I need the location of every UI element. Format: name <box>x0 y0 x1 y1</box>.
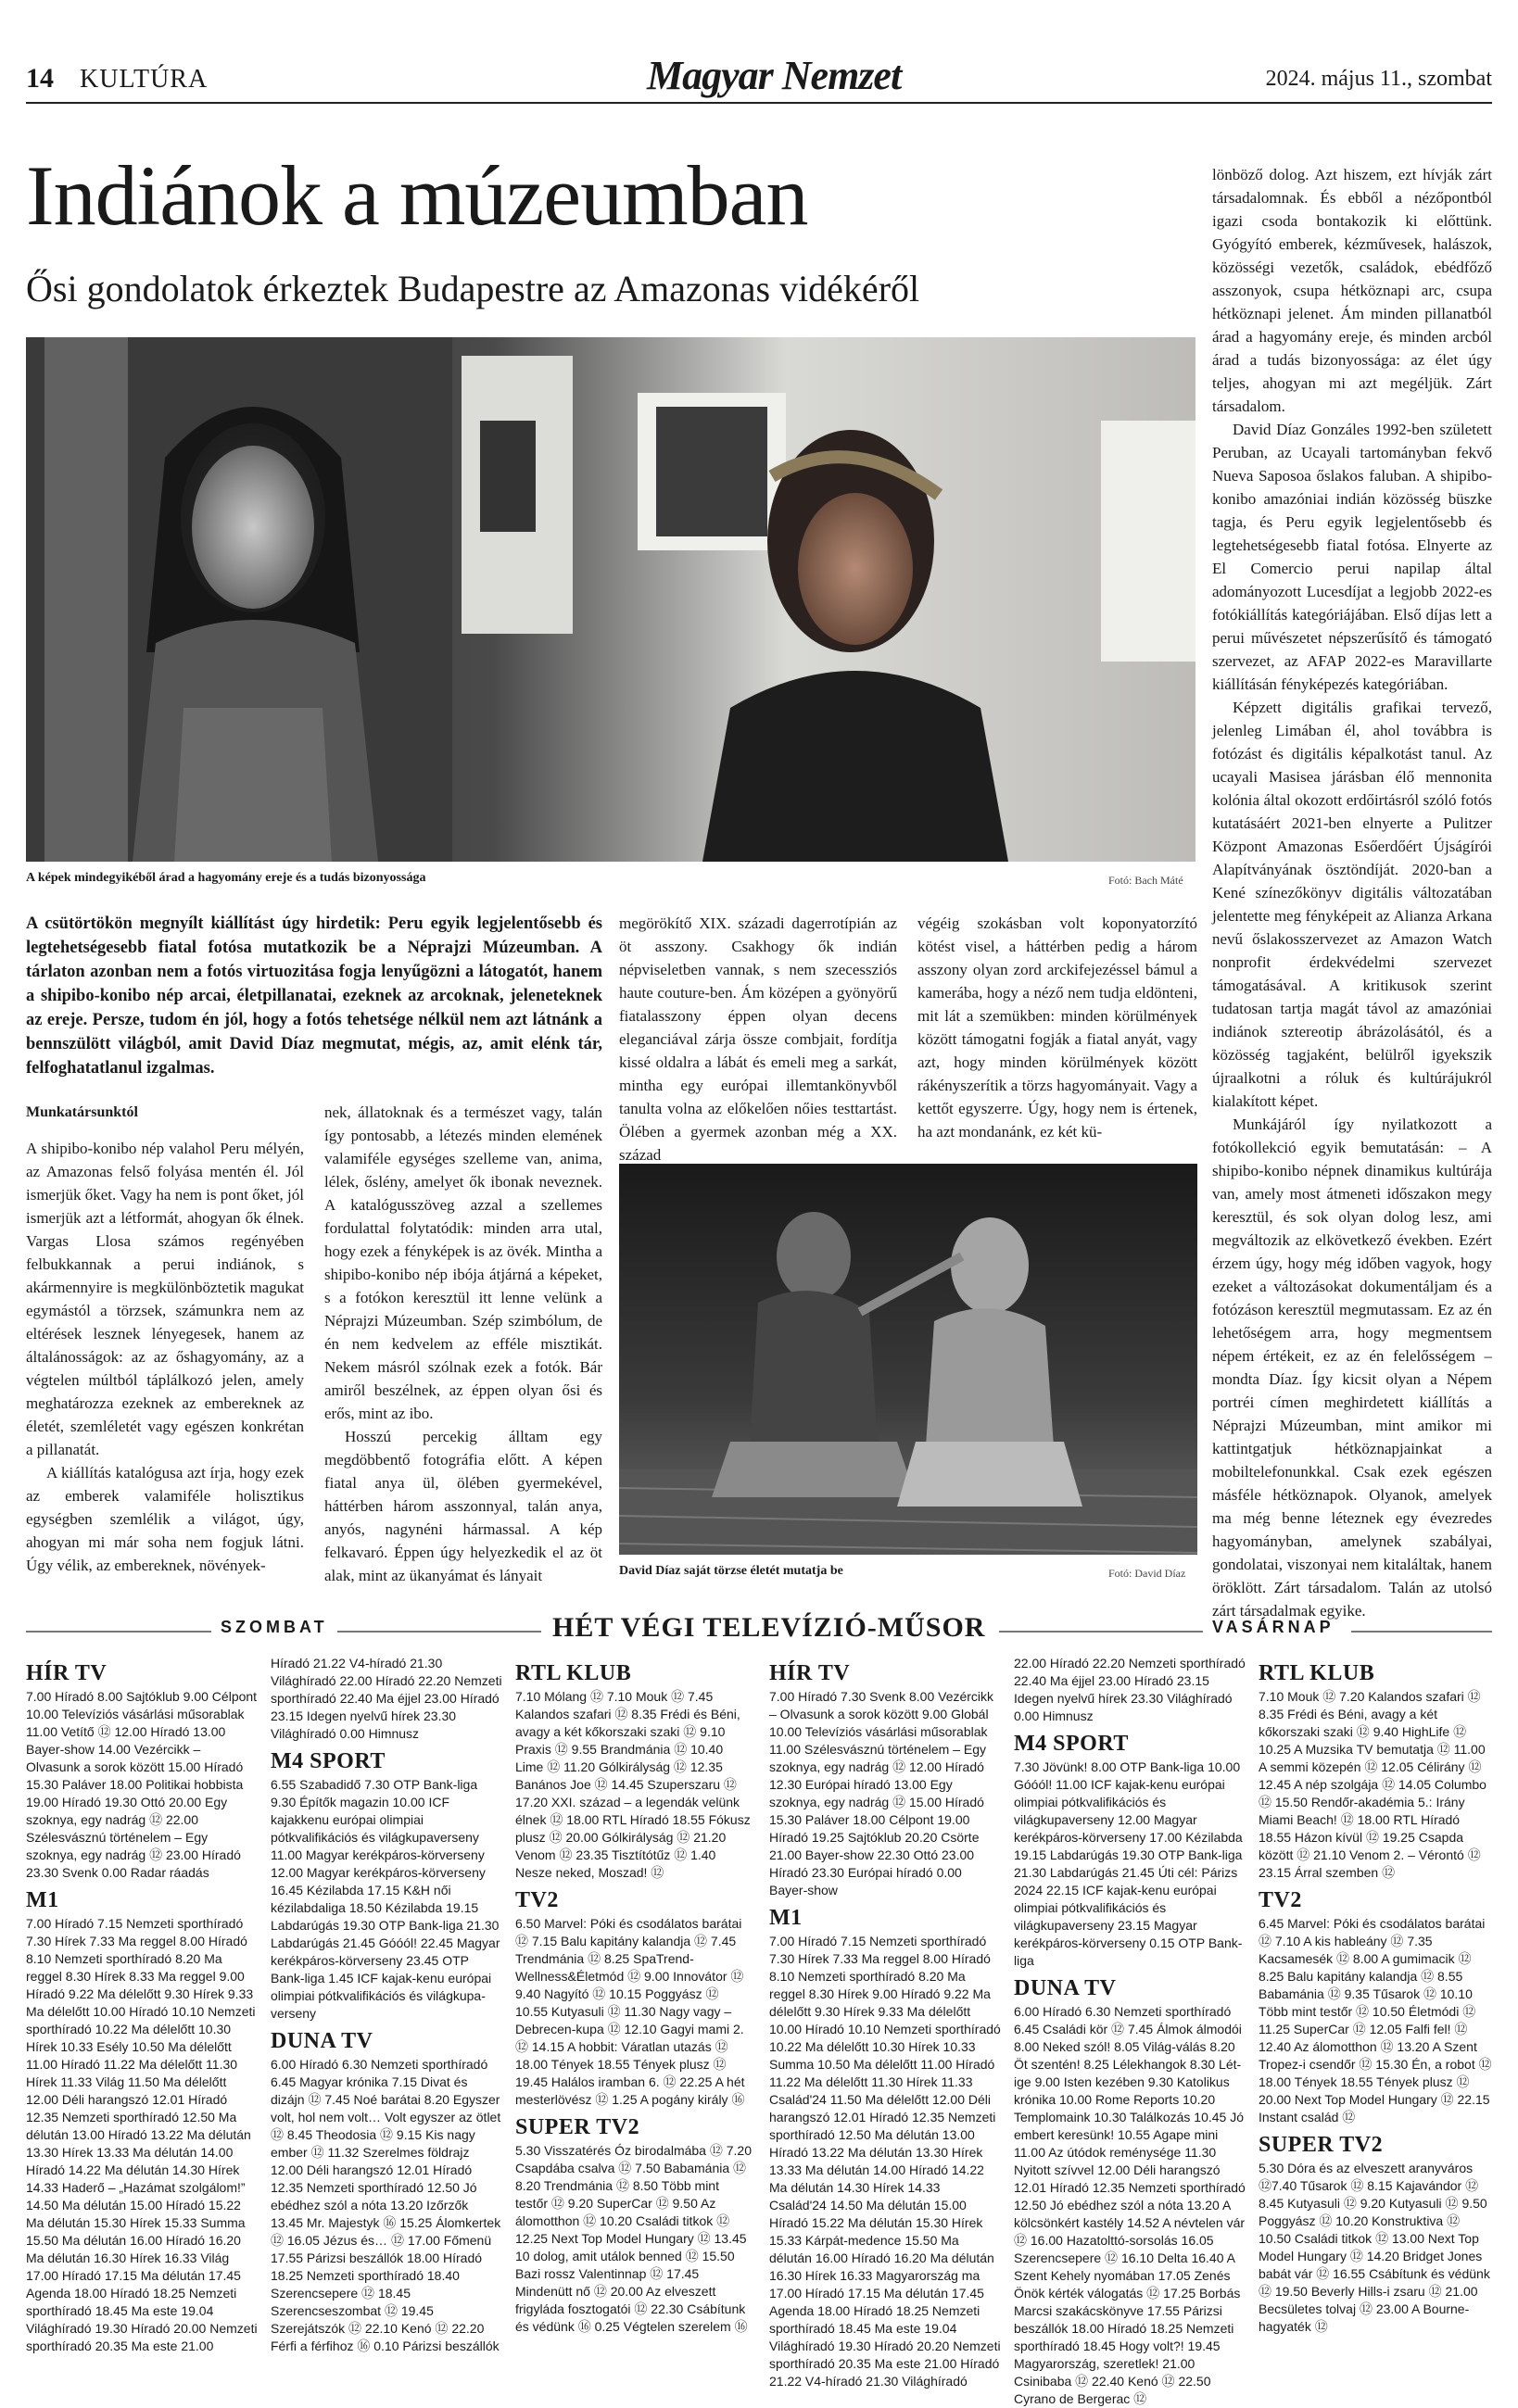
channel-block <box>1014 1655 1246 1725</box>
photo2-credit: Fotó: David Díaz <box>1108 1567 1186 1580</box>
channel-name: HÍR TV <box>26 1661 108 1685</box>
village-photo <box>619 1164 1197 1555</box>
newspaper-logo: Magyar Nemzet <box>647 53 902 98</box>
channel-schedule: 7.00 Híradó 8.00 Sajtóklub 9.00 Célpont 10.00 Televíziós vásárlási műsorablak 11.00 Vetítő ⑫ 12.00 Híradó 13.00 Bayer-show 14.00 Vezércikk – Olvasunk a sorok között 15.00 Híradó 15.30 Paláver 18.00 Politikai hobbista 19.00 Híradó 19.30 Ottó 20.00 Egy szoknya, egy nadrág ⑫ 22.00 Szélesvásznú történelem – Egy szoknya, egy nadrág ⑫ 23.00 Híradó 23.30 Svenk 0.00 Radar ráadás <box>26 1689 258 1880</box>
photo1-credit: Fotó: Bach Máté <box>1108 874 1183 887</box>
channel-block <box>515 1887 754 2109</box>
paragraph: végéig szokásban volt koponyatorzító kötést visel, a háttérben pedig a három asszony olyan zord arckifejezéssel bámul a kamerába, hogy a néző nem tudja eldönteni, mit lát a szemükben: minden körülmények között támogatni fogják a fiatal anyát, vagy azt, hogy minden körülmények között rákényszerítik a törzs hagyományait. Vagy a kettőt egyszerre. Úgy, hogy nem is értenek, ha azt mondanánk, ez két kü- <box>917 914 1197 1141</box>
divider <box>337 1631 541 1633</box>
channel-name: TV2 <box>1259 1888 1302 1912</box>
channel-block <box>769 1905 1001 2390</box>
article-column-4 <box>917 912 1197 1143</box>
tv-column-3 <box>515 1655 754 2336</box>
paragraph: David Díaz Gonzáles 1992-ben született Peruban, az Ucayali tartományban fekvő Nueva Saposoa őslakos faluban. A shipibo-konibo amazóniai indián közösség büszke tagja, és Peru egyik legjelentősebb és legtehetségesebb fiatal fotósa. Elnyerte az El Comercio perui napilap által adományozott Lucesdíjat a legjobb 2022-es fotókiállítás kategóriájában. Első díjas lett a perui művészetet népszerűsítő és támogató szervezet, az AFAP 2022-es Maravillarte kiállításán fényképezés kategóriában. <box>1212 421 1492 693</box>
paragraph: megörökítő XIX. századi dagerrotípián az öt asszony. Csakhogy ők indián népviseletben vannak, s nem szecessziós haute couture-ben. Ám középen a gyönyörű fiatalasszony éppen olyan decens eleganciával zárja össze combjait, fordítja kissé oldalra a lábát és emeli meg a sarkát, mintha egy európai illemtankönyvből tanulta volna az előkelően nőies testtartást. Ölében a gyermek azonban még a XX. század <box>619 914 897 1164</box>
channel-name: M4 SPORT <box>1014 1732 1129 1756</box>
channel-block <box>1014 1731 1246 1970</box>
page-number: 14 <box>26 63 54 94</box>
divider <box>26 1631 211 1633</box>
issue-date: 2024. május 11., szombat <box>1265 67 1492 91</box>
article-title: Indiánok a múzeumban <box>26 148 808 243</box>
channel-schedule: 6.50 Marvel: Póki és csodálatos barátai ⑫ 7.15 Balu kapitány kalandja ⑫ 7.45 Trendmánia ⑫ 8.25 SpaTrend-Wellness&Életmód ⑫ 9.00 Innovátor ⑫ 9.40 Nagyító ⑫ 10.15 Poggyász ⑫ 10.55 Kutyasuli ⑫ 11.30 Nagy vagy – Debrecen-kupa ⑫ 12.10 Gagyi mami 2. ⑫ 14.15 A hobbit: Váratlan utazás ⑫ 18.00 Tények 18.55 Tények plusz ⑫ 19.45 Halálos iramban 6. ⑫ 22.25 A hét mesterlövész ⑫ 1.25 A pogány király ⑯ <box>515 1916 745 2107</box>
saturday-label: SZOMBAT <box>221 1618 328 1636</box>
paragraph: lönböző dolog. Azt hiszem, ezt hívják zárt társadalomnak. És ebből a nézőpontból igazi csoda bontakozik ki előttünk. Gyógyító emberek, kézművesek, halászok, közösségi vezetők, családok, ebédfőző asszonyok, csupa hétköznapi arc, csupa hétköznapi jelenet. Ám minden pillanatból árad a hagyomány ereje, és minden arcból árad a tudás bizonyossága: az élet úgy teljes, ahogyan mi azt megéljük. Zárt társadalom. <box>1212 166 1492 415</box>
channel-name: M1 <box>769 1906 803 1930</box>
channel-name: RTL KLUB <box>515 1661 632 1685</box>
paragraph: A kiállítás katalógusa azt írja, hogy ezek az emberek valamiféle holisztikus egységben szemlélik a világot, úgy, ahogyan mi már soha nem fogjuk látni. Úgy vélik, az embereknek, növények- <box>26 1464 304 1574</box>
paragraph: Munkájáról így nyilatkozott a fotókollekció egyik bemutatásán: – A shipibo-konibo népnek dinamikus kultúrája van, amely most átmeneti időszakon megy keresztül, és sok olyan dolog lesz, ami megváltozik az elkövetkező években. Ezért érzem úgy, hogy még időben vagyok, hogy ezeket a változásokat dokumentáljam és a fotózáson keresztül megmutassam. Ez az én lehetőségem arra, hogy megmentsem népem értékeit, ez az én felelősségem – mondta Díaz. Így kicsit olyan a Népem portréi címen meghirdetett kiállítás a Néprajzi Múzeumban, mint amikor mi kattintgatjuk hétköznapjainkat a mobiltelefonunkkal. Csak ezek egészen másféle hétköznapok. Olyanok, amelyek ma még benne léteznek egy évezredes hagyományban, amelynek szabályai, gondolatai, viszonyai nem kitaláltak, hanem öröklött. Zárt társadalom. Talán az utolsó zárt társadalmak egyike. <box>1212 1116 1492 1620</box>
channel-block <box>515 2114 754 2336</box>
channel-name: RTL KLUB <box>1259 1661 1375 1685</box>
section-name: KULTÚRA <box>80 65 209 94</box>
village-photo-illustration <box>619 1164 1197 1555</box>
channel-name: SUPER TV2 <box>515 2115 640 2139</box>
channel-block <box>1259 1660 1492 1882</box>
channel-name: DUNA TV <box>1014 1976 1117 2000</box>
channel-schedule: 6.55 Szabadidő 7.30 OTP Bank-liga 9.30 Építők magazin 10.00 ICF kajakkenu európai olimpiai pótkvalifikációs és világkupaverseny 11.00 Magyar kerékpáros-körverseny 12.00 Magyar kerékpáros-körverseny 16.45 Kézilabda 17.15 K&H női kézilabdaliga 18.50 Kézilabda 19.15 Labdarúgás 19.30 OTP Bank-liga 21.30 Labdarúgás 21.45 Góóól! 22.45 Magyar kerékpáros-körverseny 23.45 OTP Bank-liga 1.45 ICF kajak-kenu európai olimpiai pótkvalifikációs és világkupa-verseny <box>271 1777 500 2021</box>
article-column-3 <box>619 912 897 1166</box>
channel-schedule: 7.00 Híradó 7.30 Svenk 8.00 Vezércikk – Olvasunk a sorok között 9.00 Globál 10.00 Televíziós vásárlási műsorablak 11.00 Szélesvásznú történelem – Egy szoknya, egy nadrág ⑫ 12.00 Híradó 12.30 Európai híradó 13.00 Egy szoknya, egy nadrág ⑫ 15.00 Híradó 15.30 Paláver 18.00 Célpont 19.00 Híradó 19.25 Sajtóklub 20.20 Csörte 21.00 Bayer-show 22.30 Ottó 23.00 Híradó 23.30 Európai híradó 0.00 Bayer-show <box>769 1689 994 1897</box>
tv-column-6 <box>1259 1655 1492 2336</box>
article-column-2 <box>324 1101 602 1587</box>
sunday-label: VASÁRNAP <box>1212 1618 1335 1636</box>
paragraph: nek, állatoknak és a természet vagy, talán így pontosabb, a létezés minden elemének valamiféle egységes szellemе van, anima, lélek, őslény, amelyet ők ibonak neveznek. A katalógusszöveg azzal a szellemes fordulattal folytatódik: minden arra utal, hogy ezek a fényképek is az övék. Mintha a shipibo-konibo nép ibója átjárná a képeket, s a fotókon keresztül itt lenne velünk a Néprajzi Múzeumban. Szép szimbólum, de én nem kedvelem az efféle misztikát. Nekem másról szólnak ezek a fotók. Bár amiről beszélnek, az éppen olyan ősi és erős, mint az ibo. <box>324 1103 602 1422</box>
channel-schedule: 7.00 Híradó 7.15 Nemzeti sporthíradó 7.30 Hírek 7.33 Ma reggel 8.00 Híradó 8.10 Nemzeti sporthíradó 8.20 Ma reggel 8.30 Hírek 8.33 Ma reggel 9.00 Híradó 9.22 Ma délelőtt 9.30 Hírek 9.33 Ma délelőtt 10.00 Híradó 10.10 Nemzeti sporthíradó 10.22 Ma délelőtt 10.30 Hírek 10.33 Esély 10.50 Ma délelőtt 11.00 Híradó 11.22 Ma délelőtt 11.30 Hírek 11.33 Világ 11.50 Ma délelőtt 12.00 Déli harangszó 12.01 Híradó 12.35 Nemzeti sporthíradó 12.50 Ma délután 13.00 Híradó 13.22 Ma délután 13.30 Hírek 13.33 Ma délután 14.00 Híradó 14.22 Ma délután 14.30 Hírek 14.33 Haderő – „Hazámat szolgálom!” 14.50 Ma délután 15.00 Híradó 15.22 Ma délután 15.30 Hírek 15.33 Summa 15.50 Ma délután 16.00 Híradó 16.20 Ma délután 16.30 Hírek 16.33 Világ 17.00 Híradó 17.15 Ma délután 17.45 Agenda 18.00 Híradó 18.25 Nemzeti sporthíradó 18.45 Ma este 19.04 Világhíradó 19.30 Híradó 20.00 Nemzeti sporthíradó 20.35 Ma este 21.00 <box>26 1916 258 2353</box>
tv-column-1 <box>26 1655 258 2355</box>
channel-block <box>26 1660 258 1882</box>
paragraph: Képzett digitális grafikai tervező, jelenleg Limában él, ahol továbbra is fotózást és digitális képalkotást tanul. Az ucayali Masisea járásban élő mennonita kolónia által okozott erdőirtásról szóló fotós kutatásáért 2021-ben elnyerte a Pulitzer Központ Amazonas Esőerdőért Újságírói Alapítványának ösztöndíját. 2020-ban a Kené színezőkönyv digitális változatában jelentette meg fényképeit az Alianza Arkana nevű őslakosszervezet az Amazon Watch nonprofit érdekvédelmi szervezet támogatásával. A kritikusok szerint tudatosan tartja magát távol az amazóniai indiánok sztereotip ábrázolásától, és a közösség tagjaként, belülről igyekszik újraalkotni a róluk és kultúrájukról kialakított képet. <box>1212 699 1492 1110</box>
channel-name: M1 <box>26 1888 59 1912</box>
channel-schedule: 5.30 Visszatérés Óz birodalmába ⑫ 7.20 Csapdába csalva ⑫ 7.50 Babamánia ⑫ 8.20 Trendmánia ⑫ 8.50 Több mint testőr ⑫ 9.20 SuperCar ⑫ 9.50 Az álomotthon ⑫ 10.20 Családi titkok ⑫ 12.25 Next Top Model Hungary ⑫ 13.45 10 dolog, amit utálok benned ⑫ 15.50 Bazi rossz Valentinnap ⑫ 17.45 Mindenütt nő ⑫ 20.00 Az elveszett frigyláda fosztogatói ⑫ 22.30 Csábítunk és védünk ⑯ 0.25 Végtelen szerelem ⑯ <box>515 2143 752 2334</box>
paragraph: A shipibo-konibo nép valahol Peru mélyén, az Amazonas felső folyása mentén él. Jól ismerjük őket. Vagy ha nem is pont őket, jól ismerjük azt a létformát, ahogyan ők élnek. Vargas Llosa számos regényében felbukkannak a perui indiánok, s akármennyire is megkülönböztetik magukat egymástól a törzsek, számunkra nem az eltérések lesznek lényegesek, hanem az általánosságok: az az őshagyomány, az a végtelen múltból táplálkozó jelen, amely meghatározza ezeknek az embereknek az életét, szemléletét vagy egészen konkrétan a pillanatát. <box>26 1140 304 1458</box>
article-subtitle: Ősi gondolatok érkeztek Budapestre az Amazonas vidékéről <box>26 268 920 309</box>
channel-schedule: 6.45 Marvel: Póki és csodálatos barátai ⑫ 7.10 A kis hableány ⑫ 7.35 Kacsamesék ⑫ 8.00 A gumimacik ⑫ 8.25 Balu kapitány kalandja ⑫ 8.55 Babamánia ⑫ 9.35 Tűsarok ⑫ 10.10 Több mint testőr ⑫ 10.50 Életmódi ⑫ 11.25 SuperCar ⑫ 12.05 Falfi fel! ⑫ 12.40 Az álomotthon ⑫ 13.20 A Szent Tropez-i csendőr ⑫ 15.30 Én, a robot ⑫ 18.00 Tények 18.55 Tények plusz ⑫ 20.00 Next Top Model Hungary ⑫ 22.15 Instant család ⑫ <box>1259 1916 1492 2124</box>
channel-block <box>769 1660 1001 1899</box>
photo2-caption: David Díaz saját törzse életét mutatja be <box>619 1564 843 1578</box>
channel-schedule: 7.10 Mólang ⑫ 7.10 Mouk ⑫ 7.45 Kalandos szafari ⑫ 8.35 Frédi és Béni, avagy a két kőkorszaki szaki ⑫ 9.10 Praxis ⑫ 9.55 Brandmánia ⑫ 10.40 Lime ⑫ 11.20 Gólkirályság ⑫ 12.35 Banános Joe ⑫ 14.45 Szuperszaru ⑫ 17.20 XXI. század – a legendák velünk élnek ⑫ 18.00 RTL Híradó 18.55 Fókusz plusz ⑫ 20.00 Gólkirályság ⑫ 21.20 Venom ⑫ 23.35 Tisztítótűz ⑫ 1.40 Nesze neked, Moszad! ⑫ <box>515 1689 751 1880</box>
paragraph: Hosszú percekig álltam egy megdöbbentő fotográfia előtt. A képen fiatal anya ül, ölében gyermekével, háttérben három asszonnyal, talán anya, anyós, nagynéni hármassal. A kép felkavaró. Éppen úgy helyezkedik el az öt alak, mint az ükanyámat és lányait <box>324 1428 602 1584</box>
tv-guide-title: HÉT VÉGI TELEVÍZIÓ-MŰSOR <box>552 1612 986 1643</box>
channel-block <box>1014 1975 1246 2408</box>
article-column-1 <box>26 1101 304 1577</box>
channel-block <box>515 1660 754 1882</box>
channel-name: M4 SPORT <box>271 1749 386 1773</box>
page-header <box>26 53 1492 104</box>
channel-block <box>271 1748 502 2023</box>
photo1-caption: A képek mindegyikéből árad a hagyomány ereje és a tudás bizonyossága <box>26 871 426 885</box>
divider <box>999 1631 1203 1633</box>
channel-schedule: 7.30 Jövünk! 8.00 OTP Bank-liga 10.00 Góóól! 11.00 ICF kajak-kenu európai olimpiai pótkvalifikációs és világkupaverseny 12.00 Magyar kerékpáros-körverseny 17.00 Kézilabda 19.15 Labdarúgás 19.30 OTP Bank-liga 21.30 Labdarúgás 21.45 Úti cél: Párizs 2024 22.15 ICF kajak-kenu európai olimpiai pótkvalifikációs és világkupaverseny 23.15 Magyar kerékpáros-körverseny 0.15 OTP Bank-liga <box>1014 1759 1243 1968</box>
channel-name: HÍR TV <box>769 1661 851 1685</box>
divider <box>1351 1631 1492 1633</box>
byline: Munkatársunktól <box>26 1104 138 1120</box>
tv-column-4 <box>769 1655 1001 2390</box>
tv-column-5 <box>1014 1655 1246 2408</box>
channel-name: DUNA TV <box>271 2029 373 2053</box>
exhibition-photo <box>26 337 1195 862</box>
channel-schedule: 7.00 Híradó 7.15 Nemzeti sporthíradó 7.30 Hírek 7.33 Ma reggel 8.00 Híradó 8.10 Nemzeti sporthíradó 8.20 Ma reggel 8.30 Hírek 9.00 Híradó 9.22 Ma délelőtt 9.30 Hírek 9.33 Ma délelőtt 10.00 Híradó 10.10 Nemzeti sporthíradó 10.22 Ma délelőtt 10.30 Hírek 10.33 Summa 10.50 Ma délelőtt 11.00 Híradó 11.22 Ma délelőtt 11.30 Hírek 11.33 Család'24 11.50 Ma délelőtt 12.00 Déli harangszó 12.01 Híradó 12.35 Nemzeti sporthíradó 12.50 Ma délután 13.00 Híradó 13.22 Ma délután 13.30 Hírek 13.33 Ma délután 14.00 Híradó 14.22 Ma délután 14.30 Hírek 14.33 Család'24 14.50 Ma délután 15.00 Híradó 15.22 Ma délután 15.30 Hírek 15.33 Kárpát-medence 15.50 Ma délután 16.00 Híradó 16.20 Ma délután 16.30 Hírek 16.33 Magyarország ma 17.00 Híradó 17.15 Ma délután 17.45 Agenda 18.00 Híradó 18.25 Nemzeti sporthíradó 18.45 Ma este 19.04 Világhíradó 19.30 Híradó 20.20 Nemzeti sporthíradó 20.35 Ma este 21.00 Híradó 21.22 V4-híradó 21.30 Világhíradó <box>769 1934 1001 2389</box>
channel-schedule: 6.00 Híradó 6.30 Nemzeti sporthíradó 6.45 Magyar krónika 7.15 Divat és dizájn ⑫ 7.45 Noé barátai 8.20 Egyszer volt, hol nem volt… Volt egyszer az ötlet ⑫ 8.45 Theodosia ⑫ 9.15 Kis nagy ember ⑫ 11.32 Szerelmes földrajz 12.00 Déli harangszó 12.01 Híradó 12.35 Nemzeti sporthíradó 12.50 Jó ebédhez szól a nóta 13.20 Izőrzők 13.45 Mr. Majestyk ⑯ 15.25 Álomkertek ⑫ 16.05 Jézus és… ⑫ 17.00 Főmenü 17.55 Párizsi beszállók 18.00 Híradó 18.25 Nemzeti sporthíradó 18.40 Szerencsepere ⑫ 18.45 Szerencseszombat ⑫ 19.45 Szerejátszók ⑫ 22.10 Kenó ⑫ 22.20 Férfi a férfihoz ⑯ 0.10 Párizsi beszállók <box>271 2057 501 2353</box>
channel-name: SUPER TV2 <box>1259 2133 1384 2157</box>
channel-schedule: Híradó 21.22 V4-híradó 21.30 Világhíradó 22.00 Híradó 22.20 Nemzeti sporthíradó 22.40 Ma éjjel 23.00 Híradó 23.15 Idegen nyelvű hírek 23.30 Világhíradó 0.00 Himnusz <box>271 1656 502 1741</box>
channel-schedule: 7.10 Mouk ⑫ 7.20 Kalandos szafari ⑫ 8.35 Frédi és Béni, avagy a két kőkorszaki szaki ⑫ 9.40 HighLife ⑫ 10.25 A Muzsika TV bemutatja ⑫ 11.00 A semmi közepén ⑫ 12.05 Célirány ⑫ 12.45 A nép szolgája ⑫ 14.05 Columbo ⑫ 15.50 Rendőr-akadémia 5.: Irány Miami Beach! ⑫ 18.00 RTL Híradó 18.55 Házon kívül ⑫ 19.25 Csapda között ⑫ 21.10 Venom 2. – Vérontó ⑫ 23.15 Árral szemben ⑫ <box>1259 1689 1486 1880</box>
channel-schedule: 6.00 Híradó 6.30 Nemzeti sporthíradó 6.45 Családi kör ⑫ 7.45 Álmok álmodói 8.00 Neked szól! 8.05 Világ-válás 8.20 Öt szentén! 8.25 Lélekhangok 8.30 Lét-ige 9.00 Isten kezében 9.30 Katolikus krónika 10.00 Rome Reports 10.20 Templomaink 10.30 Találkozás 10.45 Jó embert keresünk! 10.55 Agape mini 11.00 Az útódok reménysége 11.30 Nyitott szívvel 12.00 Déli harangszó 12.01 Híradó 12.35 Nemzeti sporthíradó 12.50 Jó ebédhez szól a nóta 13.20 A kölcsönkért kastély 14.52 A névtelen vár ⑫ 16.00 Hazatolttó-sorsolás 16.05 Szerencsepere ⑫ 16.10 Delta 16.40 A Szent Kehely nyomában 17.05 Zenés Önök kérték válogatás ⑫ 17.25 Borbás Marcsi szakácskönyve 17.55 Párizsi beszállók 18.00 Híradó 18.25 Nemzeti sporthíradó 18.45 Hogy volt?! 19.45 Magyarország, szeretlek! 21.00 Csinibaba ⑫ 22.40 Kenó ⑫ 22.50 Cyrano de Bergerac ⑫ <box>1014 2004 1246 2406</box>
exhibition-photo-illustration <box>26 337 1195 862</box>
channel-block <box>271 2028 502 2355</box>
channel-schedule: 22.00 Híradó 22.20 Nemzeti sporthíradó 22.40 Ma éjjel 23.00 Híradó 23.15 Idegen nyelvű hírek 23.30 Világhíradó 0.00 Himnusz <box>1014 1656 1246 1723</box>
article-column-5 <box>1212 163 1492 1622</box>
article-title-wrap <box>26 148 808 243</box>
channel-block <box>1259 2132 1492 2336</box>
channel-block <box>271 1655 502 1743</box>
tv-column-2 <box>271 1655 502 2355</box>
channel-name: TV2 <box>515 1888 559 1912</box>
channel-block <box>26 1887 258 2355</box>
tv-guide-header <box>26 1614 1492 1647</box>
channel-block <box>1259 1887 1492 2126</box>
channel-schedule: 5.30 Dóra és az elveszett aranyváros ⑫7.40 Tűsarok ⑫ 8.15 Kajavándor ⑫ 8.45 Kutyasuli ⑫ 9.20 Kutyasuli ⑫ 9.50 Poggyász ⑫ 10.20 Konstruktiva ⑫ 10.50 Családi titkok ⑫ 13.00 Next Top Model Hungary ⑫ 14.20 Bridget Jones babát vár ⑫ 16.55 Csábítunk és védünk ⑫ 19.50 Beverly Hills-i zsaru ⑫ 21.00 Becsületes tolvaj ⑫ 23.00 A Bourne-hagyaték ⑫ <box>1259 2161 1490 2334</box>
article-lead: A csütörtökön megnyílt kiállítást úgy hirdetik: Peru egyik legjelentősebb és legtehetségesebb fiatal fotósa mutatkozik be a Néprajzi Múzeumban. A tárlaton azonban nem a fotós virtuozitása fogja lenyűgözni a látogatót, hanem a shipibo-konibo nép arcai, életpillanatai, ezeknek az arcoknak, jeleneteknek az ereje. Persze, tudom én jól, hogy a fotós tehetsége nélkül nem azt látnánk a bennszülött világból, amit David Díaz megmutat, mégis, az, amit elénk tár, felfoghatatlanul izgalmas. <box>26 914 602 1078</box>
